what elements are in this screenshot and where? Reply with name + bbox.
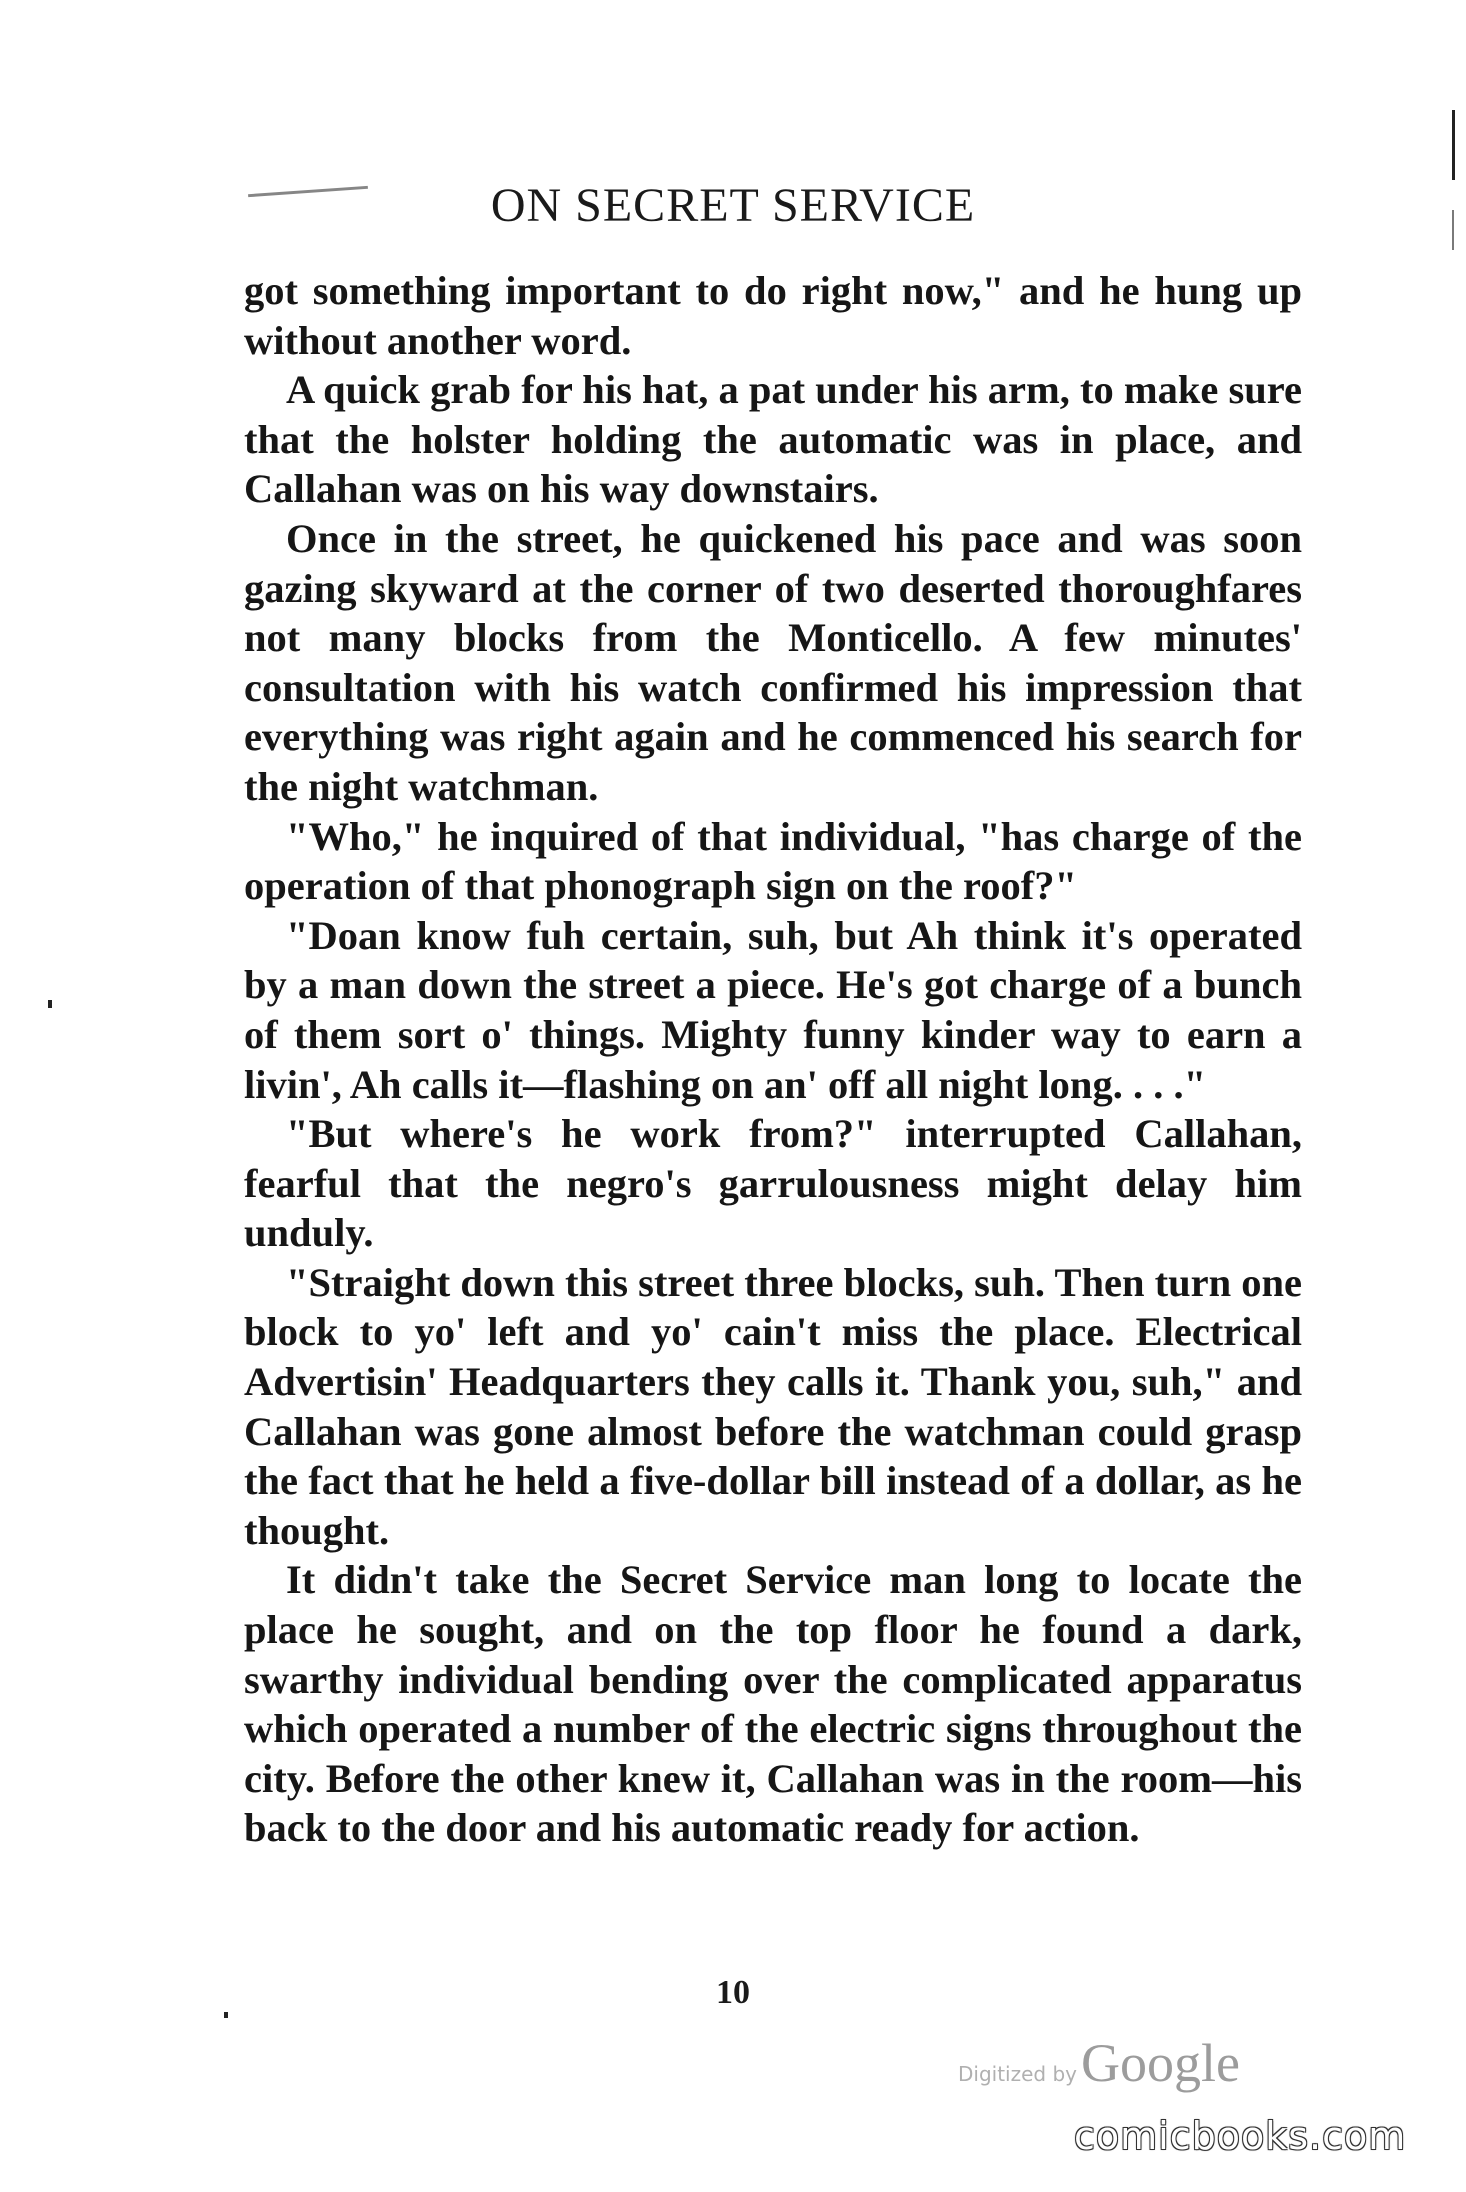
- scan-mark-right-edge: [1452, 110, 1455, 180]
- paragraph: It didn't take the Secret Service man long to locate the place he sought, and on the top floor he found a dark, swarthy individual bending over the complicated apparatus which operated a number of the electric signs throughout the city. Before the other knew it, Callahan was in the room—his back to the door and his automatic ready for action.: [244, 1557, 1302, 1851]
- scan-mark-left-dot: [48, 1000, 52, 1008]
- watermark-brand: Google: [1081, 2033, 1240, 2093]
- paragraph: got something important to do right now," and he hung up without another word.: [244, 268, 1302, 363]
- body-text: [244, 266, 1302, 1853]
- paragraph: "But where's he work from?" interrupted Callahan, fearful that the negro's garrulousness might delay him unduly.: [244, 1111, 1302, 1256]
- site-watermark: comicbooks.com: [1074, 2114, 1407, 2158]
- paragraph: "Doan know fuh certain, suh, but Ah think it's operated by a man down the street a piece. He's got charge of a bunch of them sort o' things. Mighty funny kinder way to earn a livin', Ah calls it—flashing on an' off all night long. . . .": [244, 912, 1302, 1107]
- paragraph: "Straight down this street three blocks, suh. Then turn one block to yo' left and yo' cain't miss the place. Electrical Advertisin' Headquarters they calls it. Thank you, suh," and Callahan was gone almost before the watchman could grasp the fact that he held a five-dollar bill instead of a dollar, as he thought.: [244, 1259, 1302, 1553]
- page-header: ON SECRET SERVICE: [490, 179, 976, 232]
- scan-mark-right-edge-2: [1452, 210, 1454, 250]
- page-number: 10: [716, 1974, 750, 2011]
- paragraph: A quick grab for his hat, a pat under his arm, to make sure that the holster holding the automatic was in place, and Callahan was on his way downstairs.: [244, 367, 1303, 512]
- digitized-watermark: [958, 2032, 1240, 2094]
- scan-mark-bottom-left: [224, 2012, 228, 2018]
- paragraph: Once in the street, he quickened his pace and was soon gazing skyward at the corner of two deserted thoroughfares not many blocks from the Monticello. A few minutes' consultation with his watch confirmed his impression that everything was right again and he commenced his search for the night watchman.: [244, 515, 1302, 809]
- paragraph: "Who," he inquired of that individual, "has charge of the operation of that phonograph sign on the roof?": [244, 813, 1302, 909]
- watermark-prefix: Digitized by: [958, 2062, 1077, 2086]
